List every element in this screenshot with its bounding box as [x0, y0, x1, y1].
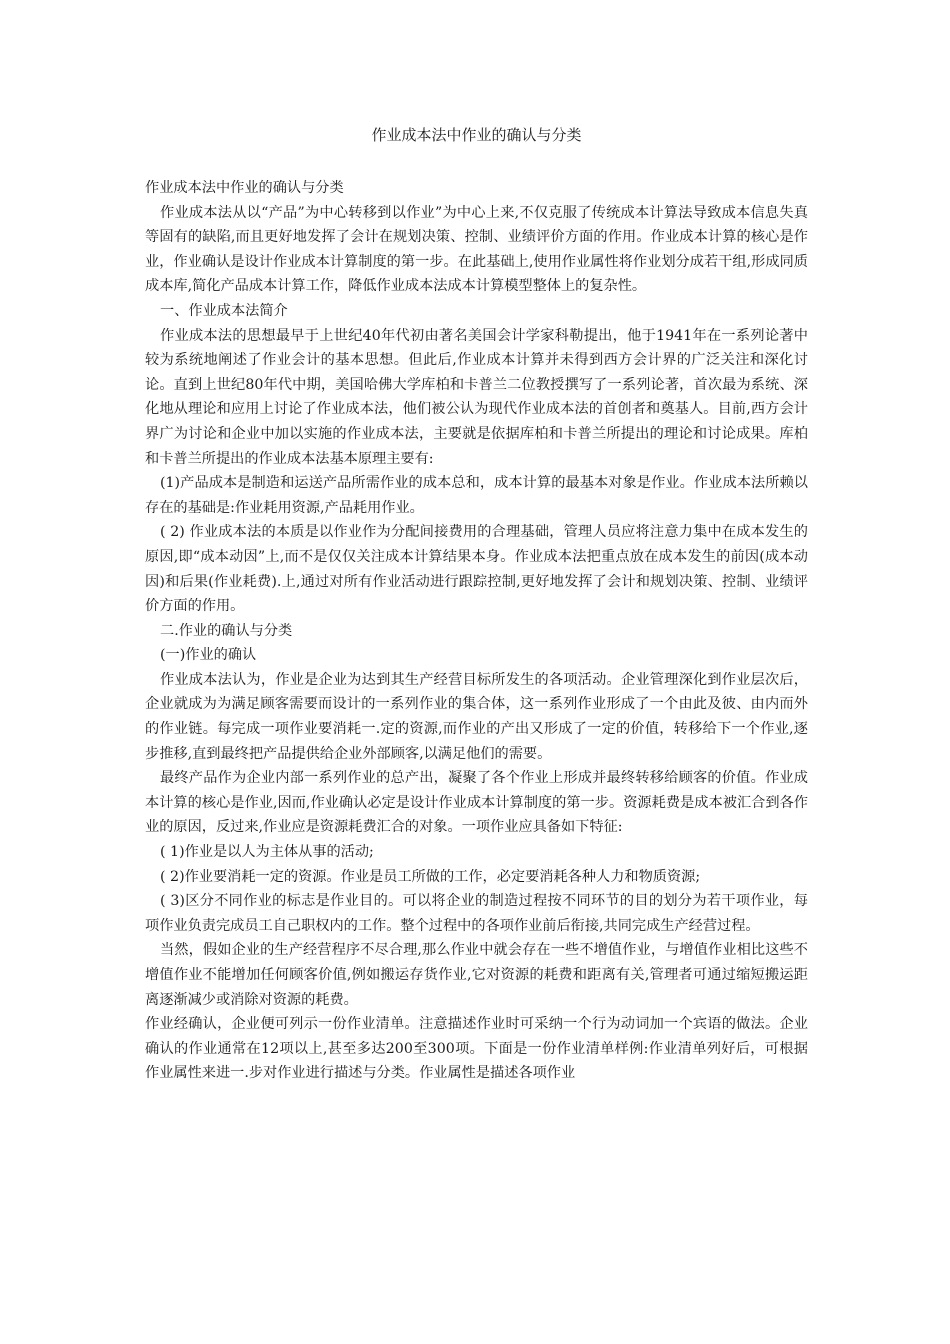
paragraph: 作业经确认，企业便可列示一份作业清单。注意描述作业时可采纳一个行为动词加一个宾语的做法。企业确认的作业通常在12项以上,甚至多达200至300项。下面是一份作业清单样例:作业清单列好后，可根据作业属性来进一.步对作业进行描述与分类。作业属性是描述各项作业: [145, 1016, 808, 1082]
paragraph: 一、作业成本法简介: [160, 302, 288, 319]
paragraph: 最终产品作为企业内部一系列作业的总产出，凝聚了各个作业上形成并最终转移给顾客的价值。作业成本计算的核心是作业,因而,作业确认必定是设计作业成本计算制度的第一步。资源耗费是成本被汇合到各作业的原因，反过来,作业应是资源耗费汇合的对象。一项作业应具备如下特征:: [145, 770, 808, 836]
paragraph: (一)作业的确认: [160, 647, 257, 664]
document-page: [145, 122, 808, 1086]
document-title: 作业成本法中作业的确认与分类: [371, 126, 582, 144]
paragraph: 作业成本法从以“产品”为中心转移到以作业”为中心上来,不仅克服了传统成本计算法导致成本信息失真等固有的缺陷,而且更好地发挥了会计在规划决策、控制、业绩评价方面的作用。作业成本计算的核心是作业，作业确认是设计作业成本计算制度的第一步。在此基础上,使用作业属性将作业划分成若干组,形成同质成本库,简化产品成本计算工作，降低作业成本法成本计算模型整体上的复杂性。: [145, 204, 808, 295]
paragraph: ( 1)作业是以人为主体从事的活动;: [160, 844, 374, 861]
paragraph: ( 3)区分不同作业的标志是作业目的。可以将企业的制造过程按不同环节的目的划分为若干项作业，每项作业负责完成员工自己职权内的工作。整个过程中的各项作业前后衔接,共同完成生产经营过程。: [145, 893, 808, 934]
paragraph: (1)产品成本是制造和运送产品所需作业的成本总和，成本计算的最基本对象是作业。作业成本法所赖以存在的基础是:作业耗用资源,产品耗用作业。: [145, 475, 808, 516]
paragraph: 作业成本法认为，作业是企业为达到其生产经营目标所发生的各项活动。企业管理深化到作业层次后，企业就成为为满足顾客需要而设计的一系列作业的集合体，这一系列作业形成了一个由此及彼、由内而外的作业链。每完成一项作业要消耗一.定的资源,而作业的产出又形成了一定的价值，转移给下一个作业,逐步推移,直到最终把产品提供给企业外部顾客,以满足他们的需要。: [145, 671, 808, 762]
paragraph: 作业成本法的思想最早于上世纪40年代初由著名美国会计学家科勒提出，他于1941年在一系列论著中较为系统地阐述了作业会计的基本思想。但此后,作业成本计算并未得到西方会计界的广泛关注和深化讨论。直到上世纪80年代中期，美国哈佛大学库柏和卡普兰二位教授撰写了一系列论著，首次最为系统、深化地从理论和应用上讨论了作业成本法，他们被公认为现代作业成本法的首创者和奠基人。目前,西方会计界广为讨论和企业中加以实施的作业成本法，主要就是依据库柏和卡普兰所提出的理论和讨论成果。库柏和卡普兰所提出的作业成本法基本原理主要有:: [145, 327, 808, 467]
paragraph: ( 2)作业要消耗一定的资源。作业是员工所做的工作，必定要消耗各种人力和物质资源;: [160, 868, 701, 885]
paragraph: 当然，假如企业的生产经营程序不尽合理,那么作业中就会存在一些不增值作业，与增值作业相比这些不增值作业不能增加任何顾客价值,例如搬运存货作业,它对资源的耗费和距离有关,管理者可通过缩短搬运距离逐渐减少或消除对资源的耗费。: [145, 942, 808, 1008]
paragraph: 作业成本法中作业的确认与分类: [145, 180, 344, 196]
paragraph: ( 2) 作业成本法的本质是以作业作为分配间接费用的合理基础，管理人员应将注意力集中在成本发生的原因,即“成本动因”上,而不是仅仅关注成本计算结果本身。作业成本法把重点放在成本发生的前因(成本动因)和后果(作业耗费).上,通过对所有作业活动进行跟踪控制,更好地发挥了会计和规划决策、控制、业绩评价方面的作用。: [145, 524, 808, 615]
document-body: [145, 176, 808, 1086]
paragraph: 二.作业的确认与分类: [160, 622, 293, 639]
